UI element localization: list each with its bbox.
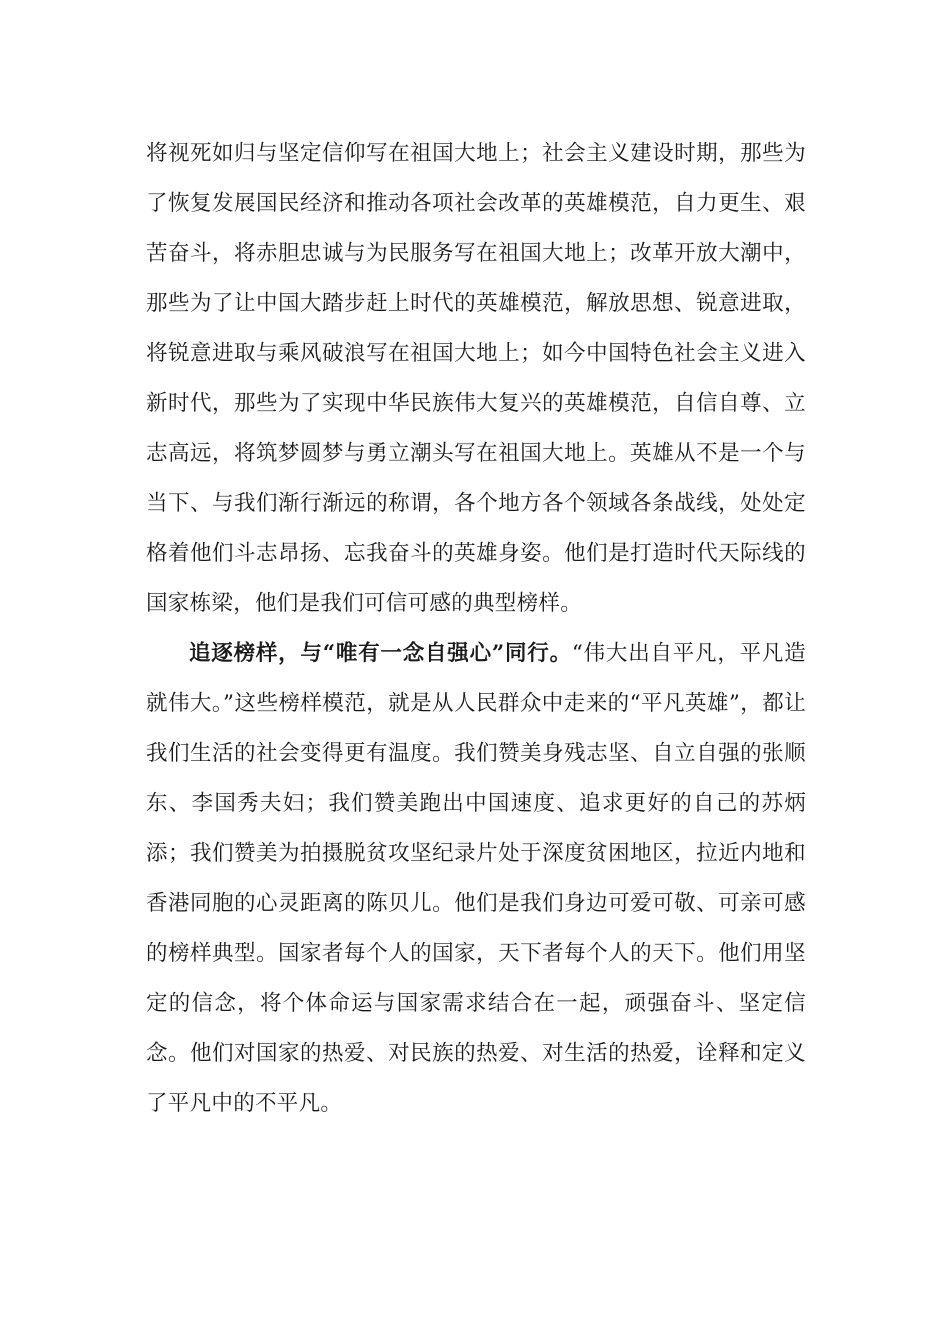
paragraph-chasing-role-models (146, 629, 806, 1129)
paragraph-heading: 追逐榜样，与“唯有一念自强心”同行。 (189, 641, 572, 666)
document-body (146, 129, 806, 1129)
paragraph-text: 将视死如归与坚定信仰写在祖国大地上；社会主义建设时期，那些为了恢复发展国民经济和推动各项社会改革的英雄模范，自力更生、艰苦奋斗，将赤胆忠诚与为民服务写在祖国大地上；改革开放大潮中，那些为了让中国大踏步赶上时代的英雄模范，解放思想、锐意进取，将锐意进取与乘风破浪写在祖国大地上；如今中国特色社会主义进入新时代，那些为了实现中华民族伟大复兴的英雄模范，自信自尊、立志高远，将筑梦圆梦与勇立潮头写在祖国大地上。英雄从不是一个与当下、与我们渐行渐远的称谓，各个地方各个领域各条战线，处处定格着他们斗志昂扬、忘我奋斗的英雄身姿。他们是打造时代天际线的国家栋梁，他们是我们可信可感的典型榜样。 (146, 141, 806, 616)
paragraph-continuation (146, 129, 806, 629)
paragraph-text: “伟大出自平凡，平凡造就伟大。”这些榜样模范，就是从人民群众中走来的“平凡英雄”，都让我们生活的社会变得更有温度。我们赞美身残志坚、自立自强的张顺东、李国秀夫妇；我们赞美跑出中国速度、追求更好的自己的苏炳添；我们赞美为拍摄脱贫攻坚纪录片处于深度贫困地区，拉近内地和香港同胞的心灵距离的陈贝儿。他们是我们身边可爱可敬、可亲可感的榜样典型。国家者每个人的国家，天下者每个人的天下。他们用坚定的信念，将个体命运与国家需求结合在一起，顽强奋斗、坚定信念。他们对国家的热爱、对民族的热爱、对生活的热爱，诠释和定义了平凡中的不平凡。 (146, 641, 806, 1116)
